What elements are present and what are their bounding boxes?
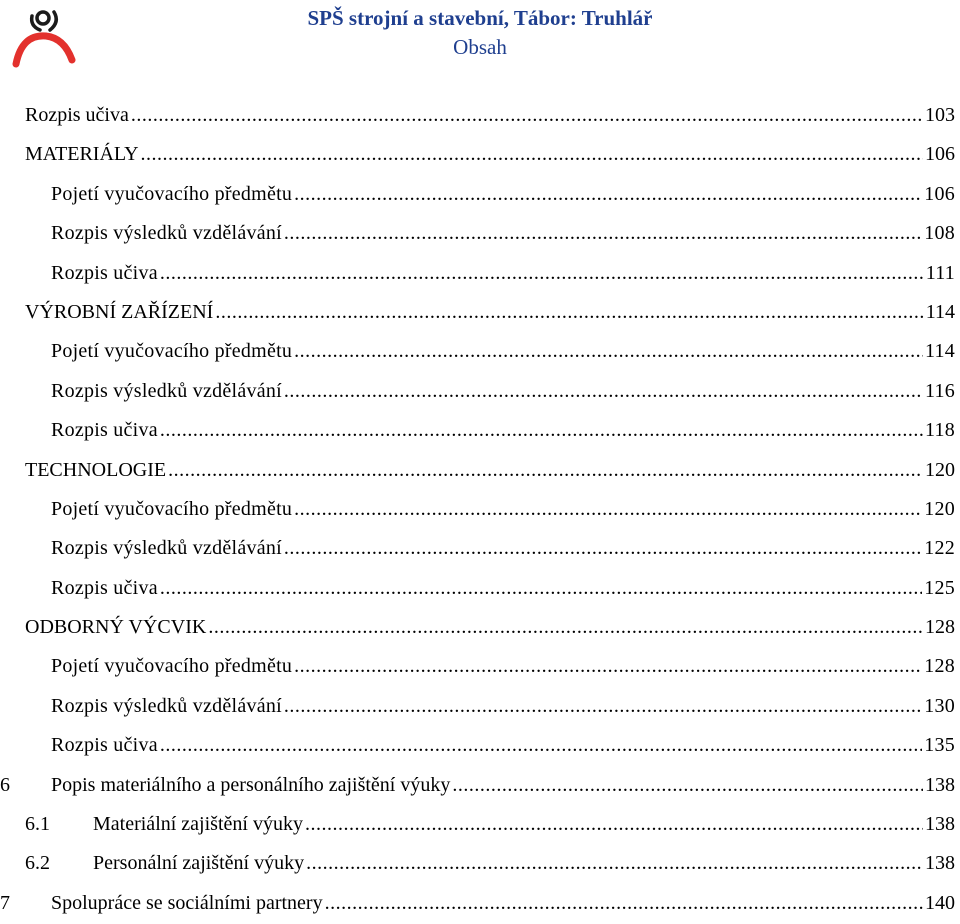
toc-entry-label: Pojetí vyučovacího předmětu [51,497,293,520]
toc-entry-label: Rozpis učiva [25,104,129,126]
toc-leader-dots [141,135,923,174]
toc-entry[interactable] [0,175,960,214]
toc-leader-dots [294,490,922,529]
toc-entry-label: Spolupráce se sociálními partnery [51,891,323,914]
toc-entry[interactable] [0,805,960,844]
toc-entry-page: 135 [924,734,955,757]
toc-leader-dots [294,332,923,371]
toc-entry-label: Personální zajištění výuky [93,852,305,875]
toc-entry-page: 122 [924,537,955,560]
toc-entry[interactable] [0,608,960,647]
page-header [0,0,960,80]
toc-entry-page: 128 [924,655,955,678]
toc-leader-dots [215,293,923,332]
toc-entry-page: 138 [925,852,955,875]
toc-entry[interactable] [0,569,960,608]
toc-leader-dots [325,884,923,923]
toc-entry-label: ODBORNÝ VÝCVIK [25,616,207,639]
toc-leader-dots [284,687,922,726]
toc-entry[interactable] [0,687,960,726]
toc-entry[interactable] [0,490,960,529]
header-subtitle: Obsah [453,35,507,59]
toc-leader-dots [160,254,924,293]
table-of-contents [0,96,960,923]
toc-entry-label: Rozpis učiva [51,734,158,757]
toc-entry-number: 7 [0,891,10,914]
toc-entry-label: MATERIÁLY [25,143,139,166]
toc-entry-label: Rozpis výsledků vzdělávání [51,694,282,717]
toc-leader-dots [294,647,922,686]
toc-entry-page: 111 [925,261,955,284]
toc-leader-dots [284,529,922,568]
toc-entry-page: 114 [925,300,955,323]
toc-entry-page: 120 [925,458,955,481]
toc-entry[interactable] [0,372,960,411]
toc-entry[interactable] [0,726,960,765]
toc-entry[interactable] [0,844,960,883]
toc-entry-label: TECHNOLOGIE [25,458,167,481]
toc-entry[interactable] [0,214,960,253]
toc-entry-page: 103 [925,104,955,126]
toc-entry[interactable] [0,254,960,293]
toc-leader-dots [160,726,922,765]
toc-leader-dots [306,844,923,883]
toc-entry-label: Pojetí vyučovacího předmětu [51,340,293,363]
toc-entry-number: 6.2 [25,852,50,875]
toc-leader-dots [208,608,923,647]
toc-leader-dots [168,451,923,490]
toc-entry-page: 128 [925,616,955,639]
toc-entry-page: 120 [924,497,955,520]
toc-entry-number: 6 [0,773,10,796]
toc-leader-dots [294,175,922,214]
toc-entry-label: Rozpis učiva [51,576,158,599]
toc-entry-page: 130 [924,694,955,717]
toc-entry[interactable] [0,332,960,371]
toc-entry-label: Pojetí vyučovacího předmětu [51,182,293,205]
toc-entry-page: 118 [924,419,955,442]
toc-entry-page: 138 [925,773,955,796]
toc-entry-label: Materiální zajištění výuky [93,813,303,836]
toc-entry-label: Rozpis výsledků vzdělávání [51,537,282,560]
toc-entry-label: VÝROBNÍ ZAŘÍZENÍ [25,300,214,323]
header-title: SPŠ strojní a stavební, Tábor: Truhlář [307,6,653,30]
toc-entry-label: Pojetí vyučovacího předmětu [51,655,293,678]
school-logo-icon [10,4,76,70]
toc-leader-dots [160,569,922,608]
toc-entry[interactable] [0,766,960,805]
toc-leader-dots [131,96,923,135]
toc-entry-page: 108 [924,222,955,245]
toc-entry[interactable] [0,647,960,686]
toc-entry[interactable] [0,529,960,568]
toc-entry[interactable] [0,451,960,490]
toc-entry-page: 125 [924,576,955,599]
toc-entry-label: Rozpis učiva [51,261,158,284]
toc-entry-page: 116 [924,379,955,402]
toc-entry-label: Rozpis výsledků vzdělávání [51,379,282,402]
toc-leader-dots [305,805,923,844]
toc-entry-label: Rozpis učiva [51,419,158,442]
toc-entry-page: 114 [924,340,955,363]
toc-leader-dots [284,372,923,411]
toc-entry[interactable] [0,411,960,450]
toc-leader-dots [452,766,923,805]
toc-entry[interactable] [0,884,960,923]
toc-leader-dots [160,411,923,450]
toc-entry-label: Popis materiálního a personálního zajištění výuky [51,773,451,796]
toc-entry-page: 106 [924,182,955,205]
toc-entry-page: 138 [925,813,955,836]
toc-entry-number: 6.1 [25,813,50,836]
toc-entry-page: 140 [925,891,955,914]
toc-entry[interactable] [0,96,960,135]
toc-entry-page: 106 [925,143,955,166]
toc-entry[interactable] [0,293,960,332]
toc-entry[interactable] [0,135,960,174]
toc-entry-label: Rozpis výsledků vzdělávání [51,222,282,245]
toc-leader-dots [284,214,922,253]
